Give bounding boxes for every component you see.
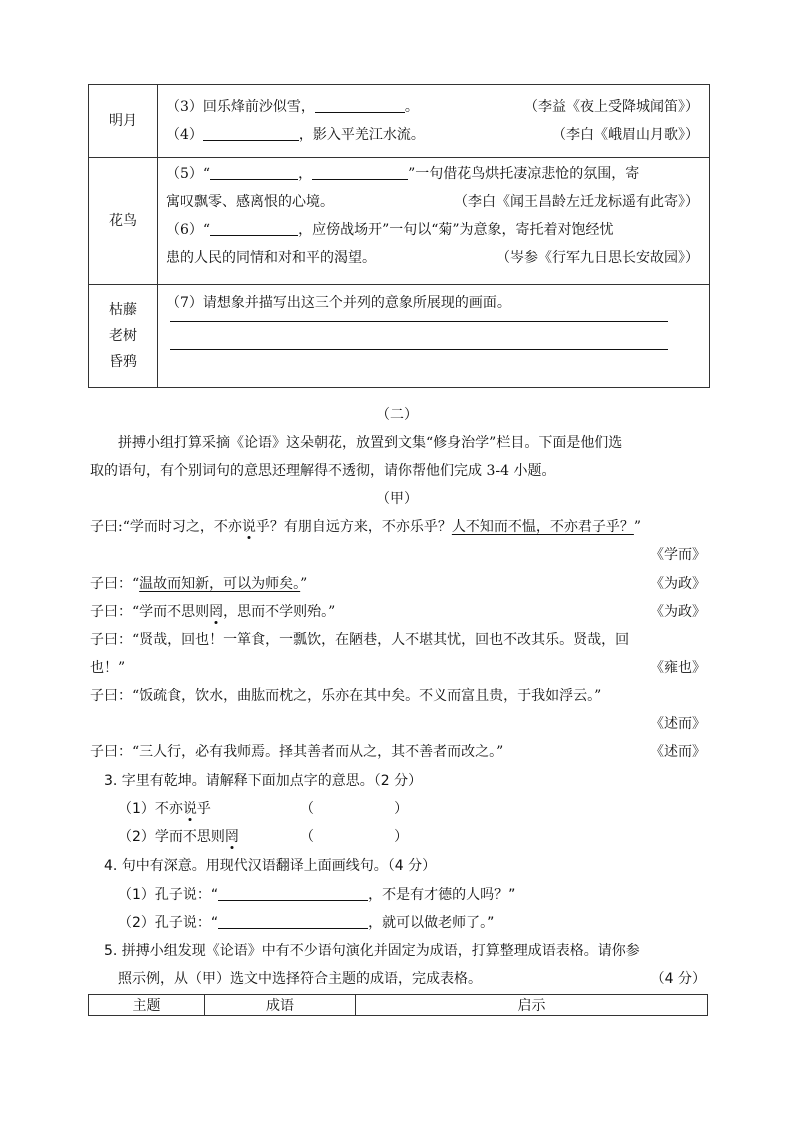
quote-source: 《为政》 xyxy=(650,604,706,620)
question-5-line-2: 寓叹飘零、感离恨的心境。 （李白《闻王昌龄左迁龙标遥有此寄》） xyxy=(166,194,699,210)
question-6-line-2: 患的人民的同情和对和平的渴望。 （岑参《行军九日思长安故园》） xyxy=(166,250,699,266)
quote-4: 子曰：“贤哉，回也！一箪食，一瓢饮，在陋巷，人不堪其忧，回也不改其乐。贤哉，回 xyxy=(90,632,630,648)
answer-area[interactable] xyxy=(166,317,709,381)
quote-3: 子曰：“学而不思则罔，思而不学则殆。” xyxy=(90,604,336,620)
row-label: 明月 xyxy=(89,85,158,158)
row-content xyxy=(158,158,710,285)
row-label: 枯藤 老树 昏鸦 xyxy=(89,285,158,388)
header-theme: 主题 xyxy=(89,995,205,1016)
question-5-stem-2: 照示例，从（甲）选文中选择符合主题的成语，完成表格。 xyxy=(118,971,482,987)
row-content xyxy=(158,85,710,158)
question-5-score: （4 分） xyxy=(650,971,706,987)
answer-paren[interactable]: （ ） xyxy=(300,801,409,817)
answer-blank[interactable] xyxy=(315,96,405,113)
table-header-row xyxy=(89,995,708,1016)
answer-blank[interactable] xyxy=(218,884,368,901)
quote-source: 《学而》 xyxy=(650,547,706,563)
question-4-item-1: （1）孔子说：“ ，不是有才德的人吗？” xyxy=(118,884,515,904)
answer-line[interactable] xyxy=(170,321,668,322)
answer-blank[interactable] xyxy=(210,163,298,180)
idiom-table xyxy=(88,994,708,1016)
question-5-stem: 5. 拼搏小组发现《论语》中有不少语句演化并固定为成语，打算整理成语表格。请你参 xyxy=(104,943,640,959)
header-insight: 启示 xyxy=(356,995,708,1016)
table-row xyxy=(89,285,710,388)
quote-4-line-2: 也！” xyxy=(90,660,126,676)
answer-blank[interactable] xyxy=(218,912,368,929)
quote-2: 子曰：“温故而知新，可以为师矣。” xyxy=(90,576,308,592)
question-4-line: （4） ，影入平羌江水流。 （李白《峨眉山月歌》） xyxy=(166,121,709,149)
question-5-line: （5）“ ， ”一句借花鸟烘托凄凉悲怆的氛围，寄 xyxy=(166,160,709,188)
intro-line-1: 拼搏小组打算采摘《论语》这朵朝花，放置到文集“修身治学”栏目。下面是他们选 xyxy=(118,435,623,451)
question-4-item-2: （2）孔子说：“ ，就可以做老师了。” xyxy=(118,912,494,932)
question-7-line: （7）请想象并描写出这三个并列的意象所展现的画面。 xyxy=(166,295,511,311)
section-title: （二） xyxy=(376,407,418,423)
answer-blank[interactable] xyxy=(203,124,299,141)
answer-line[interactable] xyxy=(170,349,668,350)
quote-source: 《述而》 xyxy=(650,744,706,760)
table-row xyxy=(89,85,710,158)
quote-1: 子曰:“学而时习之，不亦说乎？有朋自远方来，不亦乐乎？人不知而不愠，不亦君子乎？” xyxy=(90,519,642,535)
table-row xyxy=(89,158,710,285)
question-3-stem: 3. 字里有乾坤。请解释下面加点字的意思。（2 分） xyxy=(104,773,423,789)
question-3-item-2: （2）学而不思则罔 xyxy=(118,829,239,845)
question-3-line: （3）回乐烽前沙似雪， 。 （李益《夜上受降城闻笛》） xyxy=(166,93,709,121)
question-3-item-1: （1）不亦说乎 xyxy=(118,801,211,817)
answer-paren[interactable]: （ ） xyxy=(300,829,409,845)
row-content xyxy=(158,285,710,388)
poetry-table xyxy=(88,84,710,388)
quote-5: 子曰：“饭疏食，饮水，曲肱而枕之，乐亦在其中矣。不义而富且贵，于我如浮云。” xyxy=(90,688,602,704)
row-label: 花鸟 xyxy=(89,158,158,285)
question-6-line: （6）“ ，应傍战场开”一句以“菊”为意象，寄托着对饱经忧 xyxy=(166,216,709,244)
subsection-jia: （甲） xyxy=(376,491,418,507)
answer-blank[interactable] xyxy=(312,163,408,180)
intro-line-2: 取的语句，有个别词句的意思还理解得不透彻，请你帮他们完成 3-4 小题。 xyxy=(90,463,556,479)
header-idiom: 成语 xyxy=(205,995,356,1016)
answer-blank[interactable] xyxy=(210,219,298,236)
question-4-stem: 4. 句中有深意。用现代汉语翻译上面画线句。（4 分） xyxy=(104,858,437,874)
quote-source: 《为政》 xyxy=(650,576,706,592)
quote-6: 子曰：“三人行，必有我师焉。择其善者而从之，其不善者而改之。” xyxy=(90,744,504,760)
quote-source: 《述而》 xyxy=(650,716,706,732)
quote-source: 《雍也》 xyxy=(650,660,706,676)
